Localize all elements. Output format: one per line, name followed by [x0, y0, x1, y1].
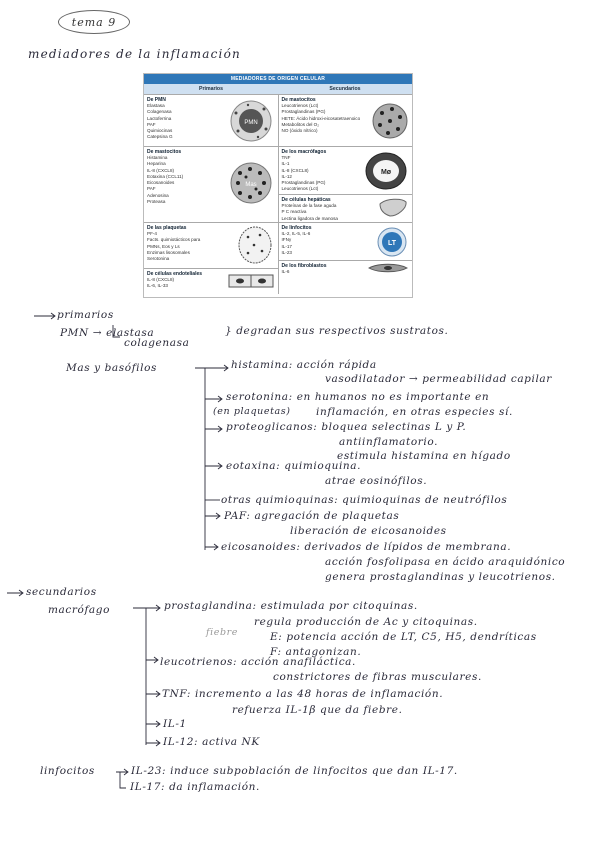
cell-item: Prostaglandinas (PG) — [281, 109, 326, 115]
note-fiebre: fiebre — [206, 627, 239, 638]
cell-heading: De células hepáticas — [281, 197, 331, 203]
macrophage-label: Mø — [380, 169, 392, 176]
lymphocyte-label: LT — [387, 240, 397, 247]
note-proteoglicanos-3: estimula histamina en hígado — [337, 450, 511, 462]
cell-item: HETE: Ácido hidroxi-eicosatetraenoico — [281, 115, 361, 121]
cell-item: IL-12 — [281, 173, 292, 179]
note-linfocitos: linfocitos — [40, 765, 95, 777]
cell-item: PMNs, Eos y Ls — [147, 243, 180, 249]
note-il23: IL-23: induce subpoblación de linfocitos que dan IL-17. — [131, 765, 458, 777]
cell-item: Prostaglandinas (PG) — [281, 180, 326, 186]
cell-item: PAF — [147, 121, 156, 127]
cell-heading: De mastocitos — [147, 149, 182, 155]
note-pmn-degradan: } degradan sus respectivos sustratos. — [225, 325, 449, 337]
cell-item: Catepsina G — [147, 134, 173, 140]
note-serotonina: serotonina: en humanos no es importante en — [226, 391, 490, 403]
note-prostaglandina: prostaglandina: estimulada por citoquinas. — [164, 600, 418, 612]
note-eotaxina-2: atrae eosinófilos. — [325, 475, 428, 487]
cell-item: Metabolitos del O₂ — [281, 121, 320, 127]
note-leucotrienos: leucotrienos: acción anafiláctica. — [160, 656, 356, 668]
cell-item: Adenosina — [147, 192, 169, 198]
cell-item: P C reactiva — [281, 209, 307, 215]
cell-heading: De las plaquetas — [147, 225, 187, 231]
mas-label: Mas — [244, 182, 257, 188]
note-mas-basofilos: Mas y basófilos — [66, 362, 158, 374]
note-eicosanoides: eicosanoides: derivados de lípidos de membrana. — [221, 541, 512, 553]
note-eicosanoides-3: genera prostaglandinas y leucotrienos. — [325, 571, 556, 583]
note-secundarios: secundarios — [26, 586, 97, 598]
cell-item: IFNγ — [281, 237, 292, 243]
cell-item: Leucotrienos (Lct) — [281, 103, 319, 108]
note-il17: IL-17: da inflamación. — [130, 781, 260, 793]
col-header-primarios: Primarios — [199, 86, 223, 92]
note-eotaxina: eotaxina: quimioquina. — [226, 460, 362, 472]
note-paf-2: liberación de eicosanoides — [290, 525, 447, 537]
cell-item: Facts. quimiotácticos para — [147, 237, 201, 243]
cell-item: IL-6 — [281, 269, 290, 274]
note-leucotrienos-2: constrictores de fibras musculares. — [273, 671, 482, 683]
cell-item: Histamina — [147, 155, 168, 160]
cell-item: Lectina ligadora de manosa — [281, 215, 338, 221]
cell-item: Eicosanoides — [147, 180, 175, 186]
note-prostaglandina-4: F: antagonizan. — [270, 646, 362, 658]
note-histamina-2: vasodilatador → permeabilidad capilar — [325, 373, 552, 385]
cell-item: IL-2, IL-5, IL-6 — [281, 231, 311, 236]
col-header-secundarios: Secundarios — [329, 86, 361, 92]
note-pmn-colagenasa: colagenasa — [124, 337, 190, 349]
cell-item: PF-4 — [147, 231, 157, 236]
note-il12: IL-12: activa NK — [163, 736, 260, 748]
note-eicosanoides-2: acción fosfolipasa en ácido araquidónico — [325, 556, 566, 568]
cell-item: Colagenasa — [147, 109, 172, 115]
cell-item: Proteínas de la fase aguda — [281, 203, 337, 208]
cell-item: IL-17 — [281, 243, 292, 249]
cell-heading: De los macrófagos — [281, 149, 327, 155]
note-paf: PAF: agregación de plaquetas — [224, 510, 400, 522]
note-histamina: histamina: acción rápida — [231, 359, 377, 371]
cell-item: Enzimas lisosomales — [147, 249, 190, 255]
cell-item: IL-8 (CXCL8) — [147, 277, 175, 282]
cell-heading: De linfocitos — [281, 225, 312, 231]
cell-item: IL-8 (CXCL8) — [147, 167, 175, 173]
cell-heading: De PMN — [147, 97, 166, 103]
cell-item: IL-8 (CXCL8) — [281, 167, 309, 173]
note-tnf: TNF: incremento a las 48 horas de inflamación. — [162, 688, 444, 700]
cell-heading: De células endoteliales — [147, 271, 203, 277]
page-title: mediadores de la inflamación — [28, 47, 241, 61]
note-prostaglandina-3: E: potencia acción de LT, C5, H5, dendríticas — [270, 631, 537, 643]
cell-item: Leucotrienos (Lct) — [281, 186, 319, 192]
cell-item: NO (óxido nítrico) — [281, 128, 318, 134]
note-serotonina-3: inflamación, en otras especies sí. — [316, 406, 513, 418]
cell-item: TNF — [281, 155, 291, 160]
cell-item: Serotonina — [147, 256, 170, 262]
cell-item: PAF — [147, 186, 156, 192]
cell-item: Eotaxina (CCL11) — [147, 173, 184, 179]
note-serotonina-plaquetas: (en plaquetas) — [213, 406, 291, 417]
cell-item: Lactoferrina — [147, 115, 172, 121]
table-title: MEDIADORES DE ORIGEN CELULAR — [144, 74, 412, 84]
cell-item: IL-23 — [281, 249, 292, 255]
note-il1: IL-1 — [163, 718, 187, 730]
note-tnf-2: refuerza IL-1β que da fiebre. — [232, 704, 403, 716]
cell-item: IL-1 — [281, 161, 290, 167]
note-proteoglicanos: proteoglicanos: bloquea selectinas L y P. — [226, 421, 467, 433]
cell-item: Proteasa — [147, 199, 166, 205]
pmn-label: PMN — [243, 120, 258, 126]
cell-item: Quimiocinas — [147, 128, 173, 134]
note-primarios: primarios — [57, 309, 114, 321]
note-proteoglicanos-2: antiinflamatorio. — [339, 436, 439, 448]
cell-heading: De los fibroblastos — [281, 263, 327, 269]
cell-item: Heparina — [147, 161, 166, 167]
note-pmn: PMN → elastasa — [60, 327, 155, 339]
cell-item: Elastasa — [147, 103, 165, 108]
note-prostaglandina-2: regula producción de Ac y citoquinas. — [254, 616, 478, 628]
tema-label: tema 9 — [58, 10, 130, 34]
note-otras-quimioquinas: otras quimioquinas: quimioquinas de neutrófilos — [221, 494, 508, 506]
note-macrofago: macrófago — [48, 604, 111, 616]
cell-item: IL-6, IL-33 — [147, 283, 168, 289]
cell-heading: De mastocitos — [281, 97, 316, 103]
